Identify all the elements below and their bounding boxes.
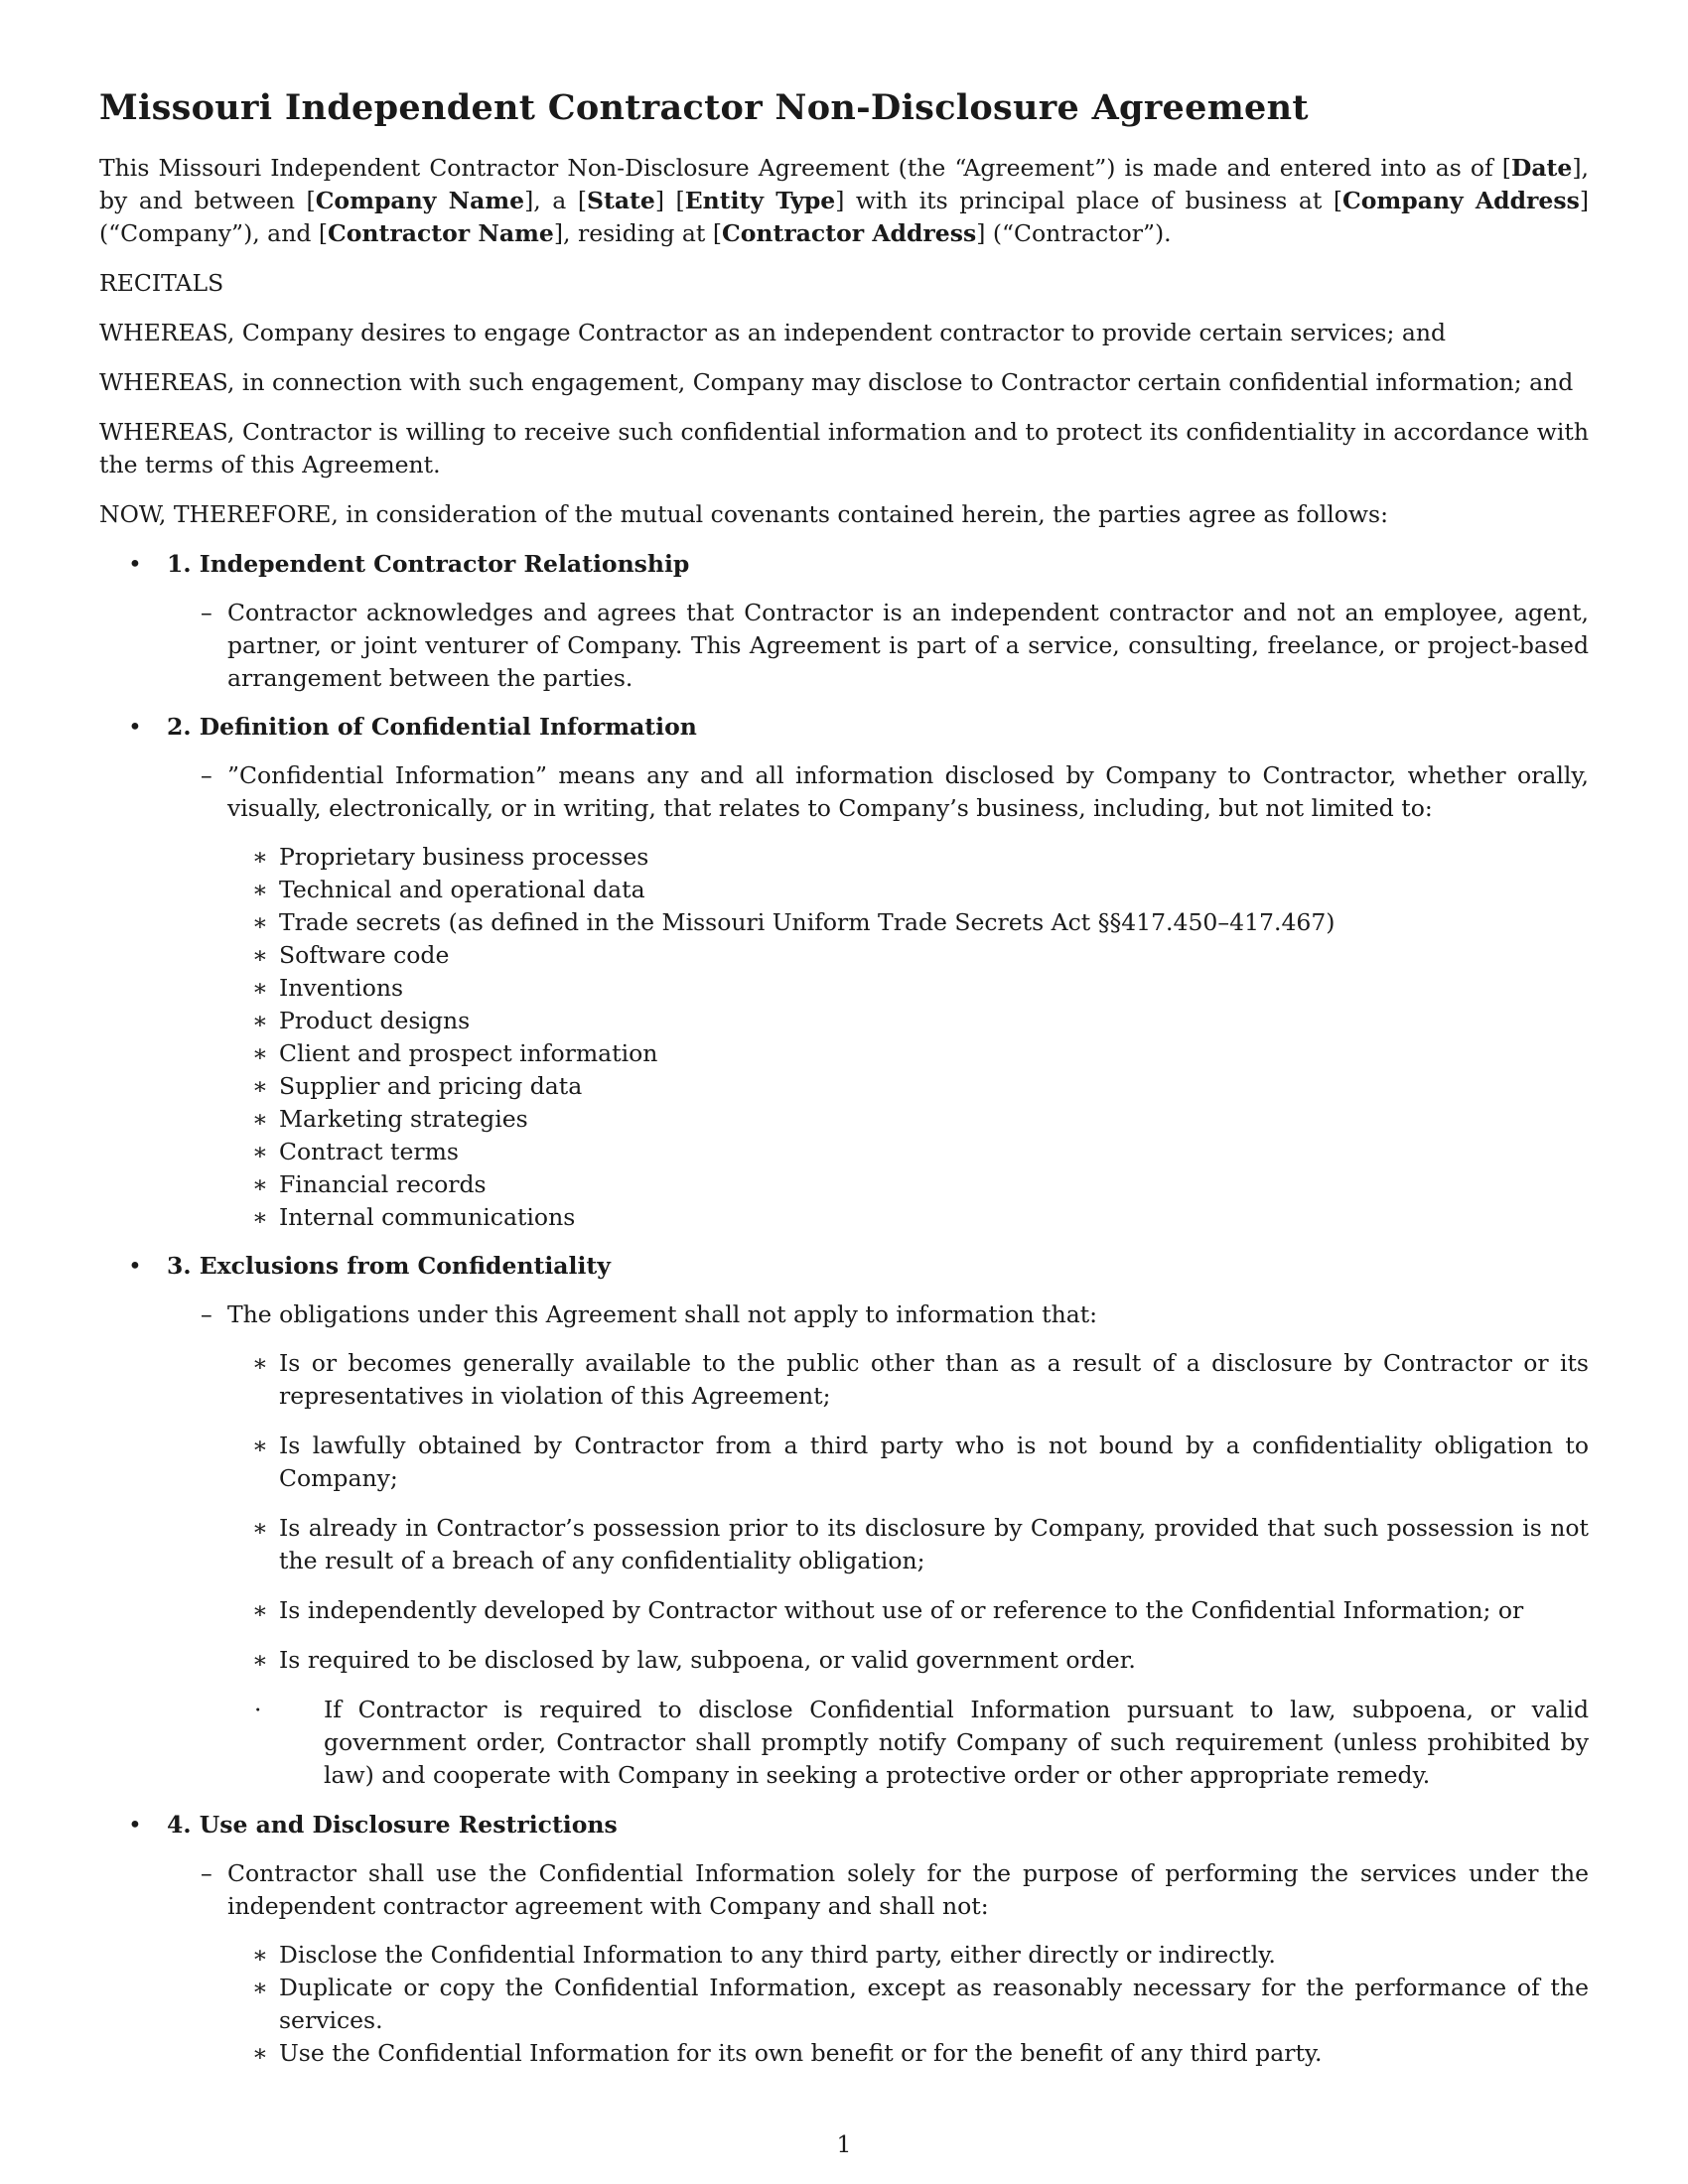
page-number: 1 [836,2130,852,2158]
state-placeholder: State [587,187,655,214]
list-item: ∗ Is required to be disclosed by law, subpoena, or valid government order. · If Contractor is required to disclose Confidential Information pursuant to law, subpoena, or valid government order, Contractor shall promptly notify Company of such requirement (unless prohibited by law) and cooperate with Company in seeking a protective order or other appropriate remedy. [279,1644,1589,1792]
recitals-heading: RECITALS [99,269,224,297]
section-text: ”Confidential Information” means any and all information disclosed by Company to Contractor, whether orally, visually, electronically, or in writing, that relates to Company’s business, including, but not limited to: [227,761,1589,822]
entity-type-placeholder: Entity Type [684,187,836,214]
bullet-marker: • [128,713,142,741]
now-therefore-clause: NOW, THEREFORE, in consideration of the mutual covenants contained herein, the parties agree as follows: [99,500,1389,528]
section-text: Contractor shall use the Confidential Information solely for the purpose of performing the services under the independent contractor agreement with Company and shall not: [227,1859,1589,1920]
bullet-marker: • [128,1811,142,1839]
company-address-placeholder: Company Address [1342,187,1580,214]
list-item: ∗ Is lawfully obtained by Contractor from a third party who is not bound by a confidentiality obligation to Company; [252,1432,1589,1492]
section-heading: 1. Independent Contractor Relationship [167,550,690,578]
section-2 [99,711,1589,1234]
dash-marker: – [201,1859,212,1887]
list-item: ∗ Proprietary business processes [252,843,649,871]
list-item: ∗ Supplier and pricing data [252,1072,583,1100]
section-4 [99,1809,1589,2070]
list-item: ∗ Duplicate or copy the Confidential Information, except as reasonably necessary for the performance of the services. [252,1974,1589,2034]
document-title: Missouri Independent Contractor Non-Disclosure Agreement [99,87,1309,128]
whereas-clause: WHEREAS, Company desires to engage Contractor as an independent contractor to provide certain services; and [99,319,1447,346]
restrictions-list [227,1939,1589,2070]
dash-marker: – [201,761,212,789]
bullet-marker: • [128,550,142,578]
exclusions-list [227,1347,1589,1792]
company-name-placeholder: Company Name [315,187,525,214]
dash-marker: – [201,599,212,626]
list-item: ∗ Software code [252,941,450,969]
dash-marker: – [201,1300,212,1328]
intro-paragraph: This Missouri Independent Contractor Non-Disclosure Agreement (the “Agreement”) is made and entered into as of [Date], by and between [Company Name], a [State] [Entity Type] with its principal place of business at [Company Address] (“Company”), and [Contractor Name], residing at [Contractor Address] (“Contractor”). [99,154,1589,247]
section-1 [99,548,1589,695]
contractor-name-placeholder: Contractor Name [328,219,554,247]
list-item: ∗ Is independently developed by Contractor without use of or reference to the Confidential Information; or [252,1596,1524,1624]
list-item: ∗ Trade secrets (as defined in the Missouri Uniform Trade Secrets Act §§417.450–417.467) [252,908,1336,936]
list-item: ∗ Client and prospect information [252,1039,658,1067]
nested-list-item: · If Contractor is required to disclose Confidential Information pursuant to law, subpoena, or valid government order, Contractor shall promptly notify Company of such requirement (unless prohibited by law) and cooperate with Company in seeking a protective order or other appropriate remedy. [254,1696,1589,1789]
section-text: Contractor acknowledges and agrees that Contractor is an independent contractor and not an employee, agent, partner, or joint venturer of Company. This Agreement is part of a service, consulting, freelance, or project-based arrangement between the parties. [227,599,1589,692]
list-item: ∗ Internal communications [252,1203,576,1231]
list-item: ∗ Use the Confidential Information for its own benefit or for the benefit of any third party. [252,2039,1323,2067]
list-item: ∗ Product designs [252,1007,471,1034]
list-item: ∗ Is already in Contractor’s possession prior to its disclosure by Company, provided that such possession is not the result of a breach of any confidentiality obligation; [252,1514,1589,1574]
section-text: The obligations under this Agreement shall not apply to information that: [227,1300,1098,1328]
list-item: ∗ Financial records [252,1170,487,1198]
section-3 [99,1250,1589,1792]
section-heading: 4. Use and Disclosure Restrictions [167,1811,618,1839]
list-item: ∗ Technical and operational data [252,876,645,903]
whereas-clause: WHEREAS, in connection with such engagement, Company may disclose to Contractor certain confidential information; and [99,368,1574,396]
section-heading: 2. Definition of Confidential Information [167,713,697,741]
whereas-clause: WHEREAS, Contractor is willing to receive such confidential information and to protect its confidentiality in accordance with the terms of this Agreement. [99,418,1589,478]
list-item: ∗ Contract terms [252,1138,459,1165]
list-item: ∗ Is or becomes generally available to the public other than as a result of a disclosure by Contractor or its representatives in violation of this Agreement; [252,1349,1589,1410]
confidential-info-list [227,841,1589,1234]
document-body [99,87,1589,2086]
list-item: ∗ Inventions [252,974,404,1002]
date-placeholder: Date [1510,154,1573,182]
contractor-address-placeholder: Contractor Address [722,219,977,247]
list-item: ∗ Disclose the Confidential Information to any third party, either directly or indirectly. [252,1941,1276,1969]
bullet-marker: • [128,1252,142,1280]
list-item: ∗ Marketing strategies [252,1105,528,1133]
section-heading: 3. Exclusions from Confidentiality [167,1252,611,1280]
